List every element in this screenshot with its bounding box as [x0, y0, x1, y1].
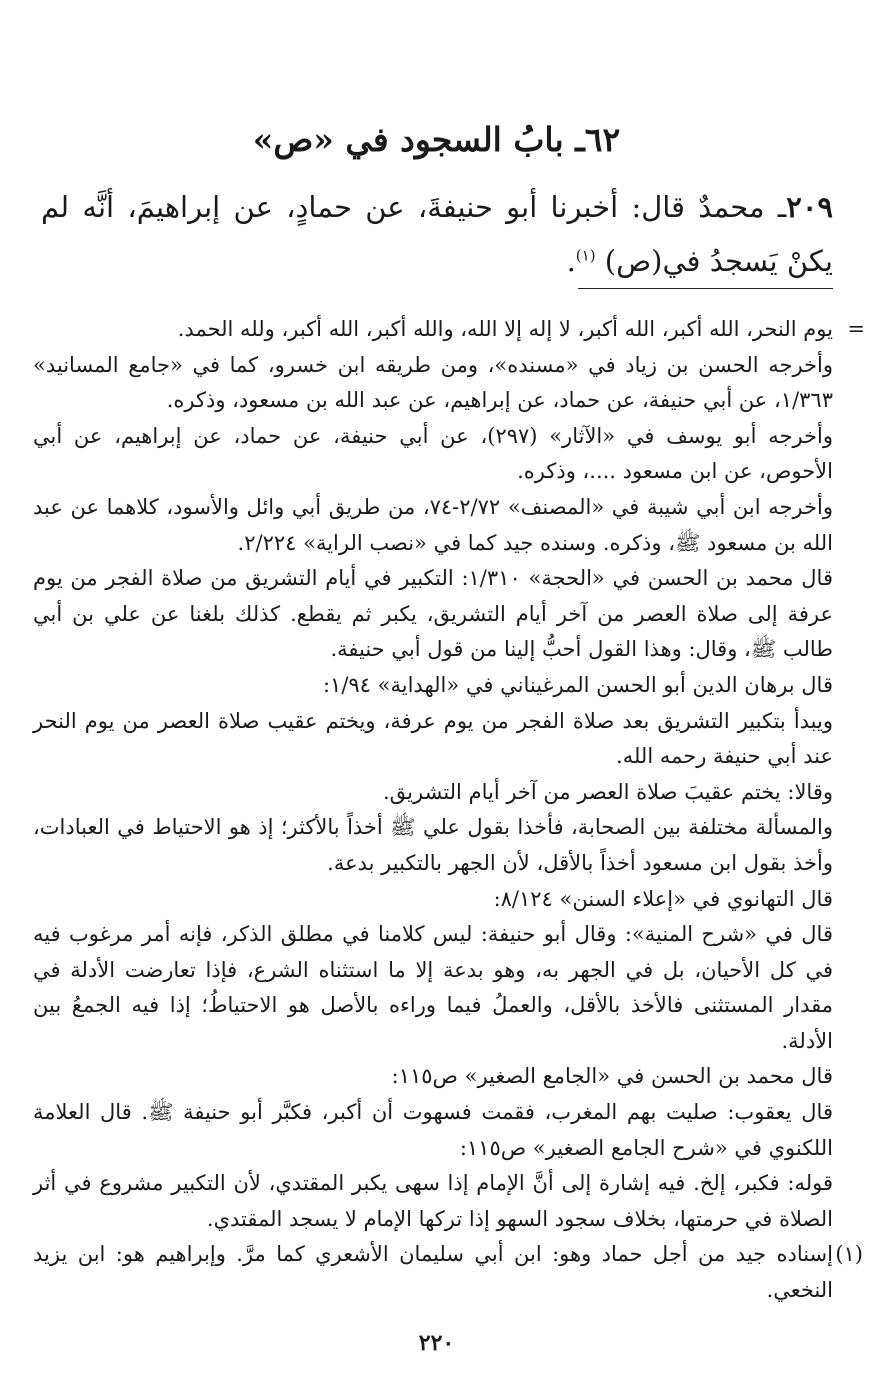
- note-paragraph: قال برهان الدين أبو الحسن المرغيناني في «الهداية» ١/٩٤:: [322, 672, 833, 697]
- footnote-1: [33, 1237, 863, 1308]
- hadith-end: .: [566, 244, 576, 278]
- hadith-body: ـ محمدٌ قال: أخبرنا أبو حنيفةَ، عن حمادٍ، عن إبراهيمَ، أنَّه لم يكنْ يَسجدُ في(ص): [41, 190, 833, 278]
- note-text: يوم النحر، الله أكبر، الله أكبر، لا إله إلا الله، والله أكبر، الله أكبر، ولله الحمد.: [177, 317, 833, 341]
- note-paragraph: قال يعقوب: صليت بهم المغرب، فقمت فسهوت أن أكبر، فكبَّر أبو حنيفة ﷺ. قال العلامة اللكنوي في «شرح الجامع الصغير» ص١١٥:: [33, 1100, 833, 1160]
- continuation-mark: =: [847, 317, 865, 341]
- note-paragraph: وأخرجه ابن أبي شيبة في «المصنف» ٢/٧٢-٧٤، من طريق أبي وائل والأسود، كلاهما عن عبد الله بن مسعود ﷺ، وذكره. وسنده جيد كما في «نصب الراية» ٢/٢٢٤.: [33, 494, 833, 555]
- note-paragraph: قال في «شرح المنية»: وقال أبو حنيفة: ليس كلامنا في مطلق الذكر، فإنه أمر مرغوب فيه في كل الأحيان، بل في الجهر به، وهو بدعة إلا ما استثناه الشرع، فإذا تعارضت الأدلة في مقدار المستثنى فالأخذ بالأقل، والعملُ فيما وراءه بالأصل هو الاحتياطُ؛ إذا فيه الجمعُ بين الأدلة.: [33, 922, 833, 1053]
- note-paragraph: قوله: فكبر، إلخ. فيه إشارة إلى أنَّ الإمام إذا سهى يكبر المقتدي، لأن التكبير مشروع في أثر الصلاة في حرمتها، بخلاف سجود السهو إذا تركها الإمام لا يسجد المقتدي.: [33, 1171, 833, 1231]
- note-paragraph: قال محمد بن الحسن في «الجامع الصغير» ص١١٥:: [391, 1064, 833, 1089]
- note-paragraph: وأخرجه الحسن بن زياد في «مسنده»، ومن طريقه ابن خسرو، كما في «جامع المسانيد» ١/٣٦٣، عن أبي حنيفة، عن حماد، عن إبراهيم، عن عبد الله بن مسعود، وذكره.: [33, 352, 833, 413]
- note-paragraph: قال التهانوي في «إعلاء السنن» ٨/١٢٤:: [493, 886, 833, 911]
- note-paragraph: قال محمد بن الحسن في «الحجة» ١/٣١٠: التكبير في أيام التشريق من صلاة الفجر من يوم عرفة إلى صلاة العصر من آخر أيام التشريق، يكبر ثم يقطع. كذلك بلغنا عن علي بن أبي طالب ﷺ، وقال: وهذا القول أحبُّ إلينا من قول أبي حنيفة.: [33, 566, 833, 662]
- footnote-number: (١): [835, 1242, 863, 1267]
- note-paragraph: [33, 312, 865, 348]
- chapter-title: ٦٢ـ بابُ السجود في «ص»: [252, 120, 621, 159]
- hadith-number: ٢٠٩: [786, 190, 833, 224]
- hadith-text-block: [41, 180, 833, 288]
- note-paragraph: وأخرجه أبو يوسف في «الآثار» (٢٩٧)، عن أبي حنيفة، عن حماد، عن إبراهيم، عن أبي الأحوص، عن ابن مسعود ....، وذكره.: [33, 423, 833, 484]
- footnote-text: إسناده جيد من أجل حماد وهو: ابن أبي سليمان الأشعري كما مرَّ. وإبراهيم هو: ابن يزيد النخعي.: [33, 1242, 833, 1303]
- footnote-separator: [578, 288, 833, 289]
- footnotes-section: [33, 312, 865, 1309]
- page-number: ٢٢٠: [418, 1330, 455, 1356]
- note-paragraph: وقالا: يختم عقيبَ صلاة العصر من آخر أيام التشريق.: [382, 779, 833, 804]
- note-paragraph: ويبدأ بتكبير التشريق بعد صلاة الفجر من يوم عرفة، ويختم عقيب صلاة العصر من يوم النحر عند أبي حنيفة رحمه الله.: [33, 708, 833, 769]
- note-paragraph: والمسألة مختلفة بين الصحابة، فأخذا بقول علي ﷺ أخذاً بالأكثر؛ إذ هو الاحتياط في العبادات، وأخذ بقول ابن مسعود أخذاً بالأقل، لأن الجهر بالتكبير بدعة.: [33, 815, 833, 875]
- footnote-reference: (١): [575, 246, 596, 265]
